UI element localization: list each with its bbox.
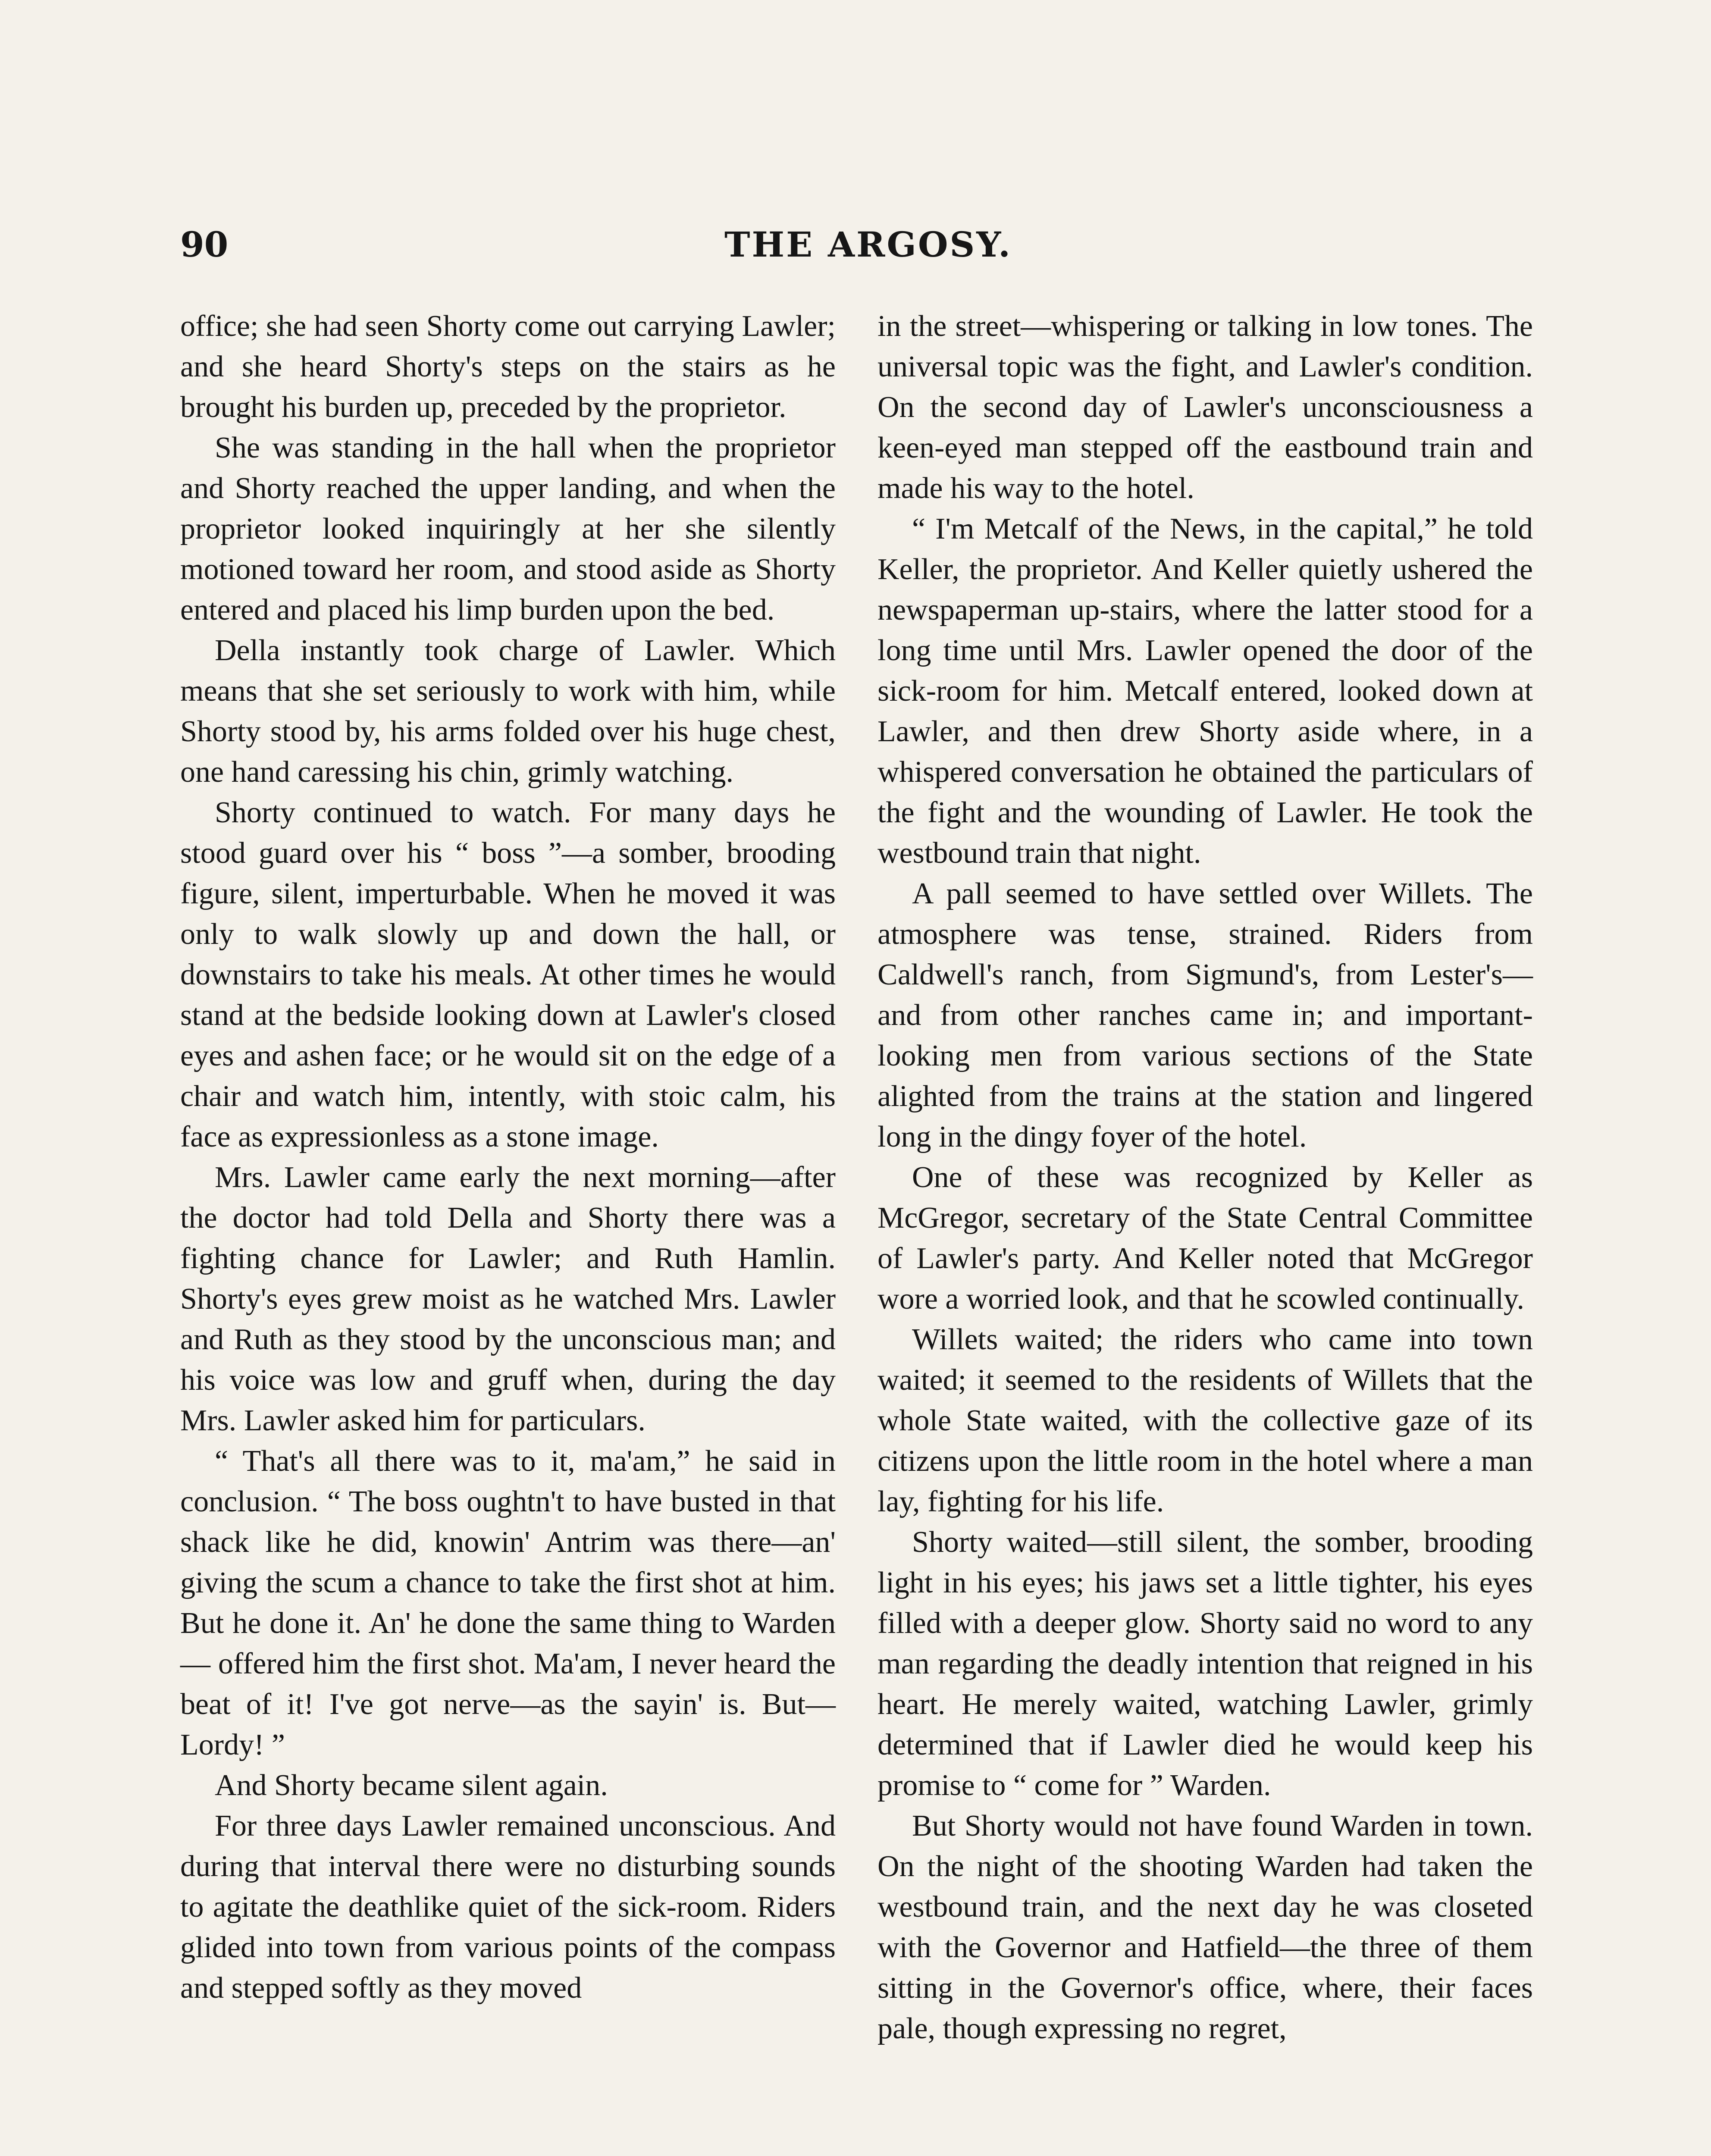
paragraph: A pall seemed to have settled over Willets. The atmosphere was tense, strained. Riders from Caldwell's ranch, from Sigmund's, from Lester's—and from other ranches came in; and important-looking men from various sections of the State alighted from the trains at the station and lingered long in the dingy foyer of the hotel.	[877, 877, 1533, 1153]
paragraph: Della instantly took charge of Lawler. Which means that she set seriously to work with him, while Shorty stood by, his arms folded over his huge chest, one hand caressing his chin, grimly watching.	[180, 634, 836, 789]
paragraph: And Shorty became silent again.	[215, 1769, 608, 1802]
paragraph: Willets waited; the riders who came into town waited; it seemed to the residents of Willets that the whole State waited, with the collective gaze of its citizens upon the little room in the hotel where a man lay, fighting for his life.	[877, 1323, 1533, 1518]
page-number: 90	[180, 224, 229, 265]
paragraph: “ I'm Metcalf of the News, in the capital,” he told Keller, the proprietor. And Keller quietly ushered the newspaperman up-stairs, where the latter stood for a long time until Mrs. Lawler opened the door of the sick-room for him. Metcalf entered, looked down at Lawler, and then drew Shorty aside where, in a whispered conversation he obtained the particulars of the fight and the wounding of Lawler. He took the westbound train that night.	[877, 512, 1533, 870]
paragraph: But Shorty would not have found Warden in town. On the night of the shooting Warden had taken the westbound train, and the next day he was closeted with the Governor and Hatfield—the three of them sitting in the Governor's office, where, their faces pale, though expressing no regret,	[877, 1809, 1533, 2045]
paragraph: Shorty waited—still silent, the somber, brooding light in his eyes; his jaws set a little tighter, his eyes filled with a deeper glow. Shorty said no word to any man regarding the deadly intention that reigned in his heart. He merely waited, watching Lawler, grimly determined that if Lawler died he would keep his promise to “ come for ” Warden.	[877, 1526, 1533, 1802]
paragraph: “ That's all there was to it, ma'am,” he said in conclusion. “ The boss oughtn't to have busted in that shack like he did, knowin' Antrim was there—an' giving the scum a chance to take the first shot at him. But he done it. An' he done the same thing to Warden — offered him the first shot. Ma'am, I never heard the beat of it! I've got nerve—as the sayin' is. But— Lordy! ”	[180, 1445, 836, 1761]
right-column	[877, 306, 1533, 2049]
paragraph: She was standing in the hall when the proprietor and Shorty reached the upper landing, and when the proprietor looked inquiringly at her she silently motioned toward her room, and stood aside as Shorty entered and placed his limp burden upon the bed.	[180, 431, 836, 627]
running-title: THE ARGOSY.	[724, 224, 1012, 265]
paragraph: One of these was recognized by Keller as McGregor, secretary of the State Central Committee of Lawler's party. And Keller noted that McGregor wore a worried look, and that he scowled continually.	[877, 1161, 1533, 1316]
left-column	[180, 306, 836, 2009]
paragraph: Shorty continued to watch. For many days he stood guard over his “ boss ”—a somber, brooding figure, silent, imperturbable. When he moved it was only to walk slowly up and down the hall, or downstairs to take his meals. At other times he would stand at the bedside looking down at Lawler's closed eyes and ashen face; or he would sit on the edge of a chair and watch him, intently, with stoic calm, his face as expressionless as a stone image.	[180, 796, 836, 1153]
paragraph: office; she had seen Shorty come out carrying Lawler; and she heard Shorty's steps on the stairs as he brought his burden up, preceded by the proprietor.	[180, 310, 836, 424]
paragraph: Mrs. Lawler came early the next morning—after the doctor had told Della and Shorty there was a fighting chance for Lawler; and Ruth Hamlin. Shorty's eyes grew moist as he watched Mrs. Lawler and Ruth as they stood by the unconscious man; and his voice was low and gruff when, during the day Mrs. Lawler asked him for particulars.	[180, 1161, 836, 1437]
paragraph: For three days Lawler remained unconscious. And during that interval there were no disturbing sounds to agitate the deathlike quiet of the sick-room. Riders glided into town from various points of the compass and stepped softly as they moved	[180, 1809, 836, 2005]
paragraph: in the street—whispering or talking in low tones. The universal topic was the fight, and Lawler's condition. On the second day of Lawler's unconsciousness a keen-eyed man stepped off the eastbound train and made his way to the hotel.	[877, 310, 1533, 505]
